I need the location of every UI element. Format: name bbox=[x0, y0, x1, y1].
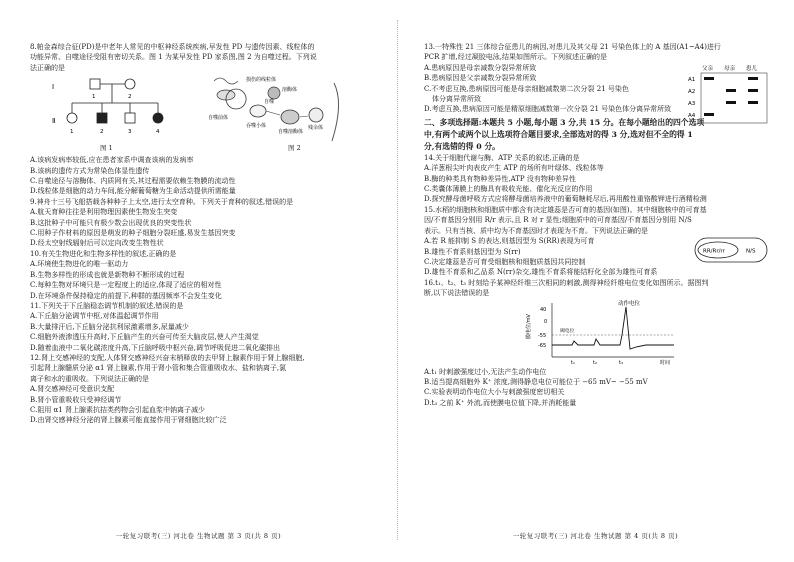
q10-line-4: D.在环境条件保持稳定的前提下,种群的基因频率不会发生变化 bbox=[30, 291, 222, 300]
q12-line-4: B.肾小管重吸收只受神经调节 bbox=[30, 395, 122, 404]
q8-line-2: 功能异常、自噬途径受阻有密切关系。图 1 为某早发性 PD 家系图,图 2 为自噬过程。下列说 bbox=[30, 53, 317, 62]
q16-option-c: C.实验表明动作电位大小与刺激强度密切相关 bbox=[424, 388, 565, 397]
action-potential-chart bbox=[524, 299, 684, 367]
sec2-line-1: 中,有两个或两个以上选项符合题目要求,全部选对的得 3 分,选对但不全的得 1 bbox=[424, 129, 693, 139]
question-8 bbox=[30, 42, 377, 73]
right-column bbox=[424, 42, 771, 408]
q14-line-1: A.洋葱根尖叶肉表皮产生 ATP 的场所有叶绿体、线粒体等 bbox=[424, 164, 604, 173]
question-14 bbox=[424, 153, 771, 205]
question-9 bbox=[30, 197, 377, 249]
gel-header-child: 患儿 bbox=[746, 66, 758, 72]
page-3-footer: 一轮复习联考(三) 河北卷 生物试题 第 3 页(共 8 页) bbox=[115, 532, 282, 540]
q14-line-3: C.类囊体薄膜上的酶具有吸收光能、催化光反应的作用 bbox=[424, 185, 593, 194]
gel-header-mother: 母亲 bbox=[724, 66, 736, 72]
q8-options bbox=[30, 155, 377, 197]
ap-threshold-label: 阈电位 bbox=[560, 328, 575, 334]
q10-line-1: A.环境使生物进化的唯一驱动力 bbox=[30, 260, 129, 269]
q8-option-c: C.自噬途径与溶酶体、内质网有关,其过程需要依赖生物膜的流动性 bbox=[30, 177, 236, 186]
pedigree-male-i1 bbox=[90, 79, 100, 89]
q12-line-6: D.由肾交感神经分泌的肾上腺素可能直接作用于肾细胞比较广泛 bbox=[30, 416, 227, 425]
q8-option-d: D.线粒体是细胞的动力车间,能分解葡萄糖为生命活动提供所需能量 bbox=[30, 187, 236, 196]
pedigree-female-i2 bbox=[125, 79, 135, 89]
gen-1-label: Ⅰ bbox=[52, 83, 55, 92]
pedigree-figure bbox=[50, 75, 170, 145]
question-16 bbox=[424, 278, 771, 299]
q12-line-3: A.肾交感神经可受意识支配 bbox=[30, 385, 115, 394]
fig2-label-2: 自噬 bbox=[264, 99, 275, 106]
nucleus-label: RR/Rr/rr bbox=[703, 248, 725, 255]
gel-band-child-a2 bbox=[748, 89, 758, 92]
fig2-label-0: 损伤的线粒体 bbox=[246, 77, 277, 84]
pedigree-female-ii1 bbox=[67, 113, 77, 123]
pedigree-affected-male-ii2 bbox=[97, 113, 107, 123]
fig2-label-5: 自噬溶酶体 bbox=[278, 129, 304, 136]
q15-line-0: 15.水稻的细胞核和细胞质中都含有决定雄蕊是否可育的基因(如图)。其中细胞核中的可育基 bbox=[424, 205, 707, 214]
ap-ylabel: 膜电位/mV bbox=[526, 313, 532, 339]
q10-line-3: C.每种生物对环境只是一定程度上的适应,体现了适应的相对性 bbox=[30, 281, 222, 290]
q11-line-1: A.下丘脑分泌调节中枢,对体温起调节作用 bbox=[30, 312, 159, 321]
q12-line-2: 离子和水的重吸收。下列说法正确的是 bbox=[30, 374, 149, 383]
q11-line-0: 11.下列关于下丘脑稳态调节机制的叙述,错误的是 bbox=[30, 301, 184, 310]
question-15 bbox=[424, 205, 771, 278]
pedigree-num-ii3: 3 bbox=[128, 129, 132, 136]
ap-xtick-t3: t₃ bbox=[619, 359, 623, 366]
q16-options bbox=[424, 367, 771, 409]
q16-option-a: A.t₁ 时刺激强度过小,无法产生动作电位 bbox=[424, 367, 547, 376]
q15-option-d: D.雄性不育系和乙品系 N(rr)杂交,雄性不育系将能结籽化全部为雄性可育系 bbox=[424, 268, 658, 277]
gel-band-father-a1 bbox=[704, 77, 714, 80]
ap-xlabel: 时间 bbox=[660, 359, 671, 366]
gel-band-father-a4 bbox=[704, 113, 714, 116]
fig2-label-4: 自噬前体 bbox=[208, 115, 229, 122]
gel-band-child-a3 bbox=[748, 101, 758, 104]
gel-band-mother-a2 bbox=[726, 89, 736, 92]
ap-xtick-t2: t₂ bbox=[593, 359, 597, 366]
gen-2-label: Ⅱ bbox=[52, 117, 56, 126]
electrophoresis-gel bbox=[688, 62, 768, 126]
question-12 bbox=[30, 353, 377, 426]
q11-line-2: B.大量排汗后,下丘脑分泌抗利尿激素增多,尿量减少 bbox=[30, 322, 189, 331]
q8-line-1: 8.帕金森综合征(PD)是中老年人常见的中枢神经系统疾病,早发性 PD 与遗传因素、线粒体的 bbox=[30, 43, 315, 51]
pedigree-num-i1: 1 bbox=[92, 94, 96, 101]
q14-line-0: 14.关于细胞代谢与酶、ATP 关系的叙述,正确的是 bbox=[424, 153, 580, 162]
ap-peak-label: 动作电位 bbox=[618, 300, 641, 307]
ap-ytick-40: 40 bbox=[540, 306, 547, 313]
cytoplasm-label: N/S bbox=[746, 248, 756, 255]
q12-line-5: C.阻用 α1 肾上腺素抗拮类药物会引起血浆中钠离子减少 bbox=[30, 405, 205, 414]
q9-line-3: C.用种子作材料的原因是萌发的种子细胞分裂旺盛,易发生基因突变 bbox=[30, 229, 236, 238]
page-4 bbox=[397, 0, 794, 562]
sec2-line-0: 二、多项选择题:本题共 5 小题,每小题 3 分,共 15 分。在每小题给出的四个选项 bbox=[424, 117, 705, 127]
gel-row-a3: A3 bbox=[688, 101, 696, 107]
pedigree-num-ii2: 2 bbox=[100, 129, 104, 136]
cell-diagram bbox=[694, 237, 768, 263]
q15-line-2: 表示。只有当核、质中均为不育基因时才表现为不育。下列说法正确的是 bbox=[424, 226, 648, 235]
gel-row-a1: A1 bbox=[688, 77, 696, 83]
q13-option-c: C.不考虑互换,患病原因可能是母亲细胞减数第二次分裂 21 号染色 bbox=[424, 84, 629, 93]
pedigree-num-ii4: 4 bbox=[156, 129, 160, 136]
q16-option-d: D.t₃ 之前 K⁺ 外流,而使膜电位值下降,并消耗能量 bbox=[424, 398, 577, 407]
q13-option-d: D.考虑互换,患病原因可能是精原细胞减数第一次分裂 21 号染色体分离异常所致 bbox=[424, 105, 672, 114]
lysosome bbox=[268, 87, 280, 99]
pedigree-num-i2: 2 bbox=[128, 94, 132, 101]
ap-ytick-65: -65 bbox=[538, 342, 547, 349]
pedigree-male-ii3 bbox=[125, 113, 135, 123]
q13-option-b: B.患病原因是父亲减数分裂异常所致 bbox=[424, 74, 537, 83]
pedigree-num-ii1: 1 bbox=[70, 129, 74, 136]
q13-line-1: PCR 扩增,经过凝胶电泳,结果如图所示。下列叙述正确的是 bbox=[424, 53, 608, 62]
residual-body bbox=[309, 108, 323, 122]
q13-option-a: A.患病原因是母亲减数分裂异常所致 bbox=[424, 63, 537, 72]
q12-line-0: 12.肾上交感神经的支配,人体肾交感神经兴奋末梢释放的去甲肾上腺素作用于肾上腺细胞, bbox=[30, 353, 305, 362]
autophagosome bbox=[250, 105, 266, 117]
gel-band-child-a1 bbox=[748, 77, 758, 80]
q9-line-2: B.这批种子中可能只有极少数会出现优良的突变性状 bbox=[30, 218, 192, 227]
pedigree-affected-female-ii4 bbox=[153, 113, 163, 123]
q16-line-0: 16.t₁、t₂、t₃ 时刻给予某神经纤维三次相同的刺激,测得神经纤维电位变化如图所示。据图判 bbox=[424, 278, 709, 287]
autolysosome bbox=[281, 110, 299, 124]
q9-line-4: D.经太空射线辐射后可以定向改变生物性状 bbox=[30, 239, 164, 248]
q8-option-b: B.该病的遗传方式为常染色体显性遗传 bbox=[30, 166, 150, 175]
fig1-caption: 图 1 bbox=[100, 144, 113, 153]
q14-line-2: B.酶的种类具有物种差异性,ATP 没有物种差异性 bbox=[424, 174, 576, 183]
q14-line-4: D.探究酵母菌呼吸方式应将酵母菌培养液中的葡萄糖耗尽后,再用酸性重铬酸钾进行酒精检测 bbox=[424, 195, 707, 204]
q8-line-3: 法正确的是 bbox=[30, 63, 65, 72]
q16-line-1: 断,以下说法错误的是 bbox=[424, 289, 490, 298]
q9-line-0: 9.神舟十三号飞船搭载各种种子上太空,进行太空育种。下列关于育种的叙述,错误的是 bbox=[30, 197, 294, 206]
question-10 bbox=[30, 249, 377, 301]
membrane-potential-trace bbox=[552, 307, 674, 349]
q16-option-b: B.适当提高细胞外 K⁺ 浓度,测得静息电位可能位于 −65 mV~ −55 mV bbox=[424, 377, 648, 386]
q12-line-1: 引起肾上腺髓质分泌 α1 肾上腺素,作用于肾小管和集合管重吸收水、盐和钠离子,氯 bbox=[30, 364, 287, 373]
q15-option-a: A.若 R 能抑制 S 的表达,则基因型为 S(RR)表现为可育 bbox=[424, 237, 595, 246]
sec2-line-2: 分,有选错的得 0 分。 bbox=[424, 141, 500, 151]
q13-option-c-cont: 体分离异常所致 bbox=[432, 95, 481, 104]
action-potential-figure bbox=[424, 299, 771, 367]
page-4-footer: 一轮复习联考(三) 河北卷 生物试题 第 4 页(共 8 页) bbox=[512, 532, 679, 540]
q11-line-4: D.随着血液中二氧化碳浓度升高,下丘脑呼吸中枢兴奋,调节呼吸促进二氧化碳排出 bbox=[30, 343, 281, 352]
q15-option-c: C.决定雄蕊是否可育受细胞核和细胞质基因共同控制 bbox=[424, 257, 586, 266]
q11-line-3: C.细胞外液渗透压升高时,下丘脑产生的兴奋可传至大脑皮层,使人产生渴觉 bbox=[30, 333, 259, 342]
fig2-caption: 图 2 bbox=[288, 144, 301, 153]
q15-line-1: 因/不育基因分别用 R/r 表示,且 R 对 r 显性;细胞质中的可育基因/不育基因分别用 N/S bbox=[424, 216, 692, 225]
fig2-label-6: 残余体 bbox=[308, 125, 324, 132]
question-13 bbox=[424, 42, 771, 119]
q13-line-0: 13.一特殊性 21 三体综合征患儿的病因,对患儿及其父母 21 号染色体上的 A 基因(A1~A4)进行 bbox=[424, 43, 721, 51]
gel-header-father: 父亲 bbox=[702, 66, 714, 72]
autophagy-figure bbox=[208, 73, 358, 145]
gel-row-a4: A4 bbox=[688, 113, 696, 119]
left-column bbox=[30, 42, 377, 426]
gel-row-a2: A2 bbox=[688, 89, 696, 95]
ap-ytick-0: 0 bbox=[544, 318, 548, 325]
q8-option-a: A.该病发病率较低,应在患者家系中调查该病的发病率 bbox=[30, 156, 194, 165]
fig2-label-3: 吞噬小体 bbox=[246, 123, 267, 130]
q15-option-b: B.雄性不育系则基因型为 S(rr) bbox=[424, 247, 521, 256]
gel-band-mother-a3 bbox=[726, 101, 736, 104]
fig2-label-1: 溶酶体 bbox=[282, 87, 298, 94]
ap-ytick-55: -55 bbox=[538, 332, 547, 339]
q9-line-1: A.航天育种往往是利用物理因素使生物发生突变 bbox=[30, 208, 178, 217]
q8-figures bbox=[30, 73, 377, 155]
question-11 bbox=[30, 301, 377, 353]
ap-xtick-t1: t₁ bbox=[571, 359, 575, 366]
q10-line-2: B.生物多样性的形成也就是新物种不断形成的过程 bbox=[30, 270, 185, 279]
q10-line-0: 10.有关生物进化和生物多样性的叙述,正确的是 bbox=[30, 249, 177, 258]
